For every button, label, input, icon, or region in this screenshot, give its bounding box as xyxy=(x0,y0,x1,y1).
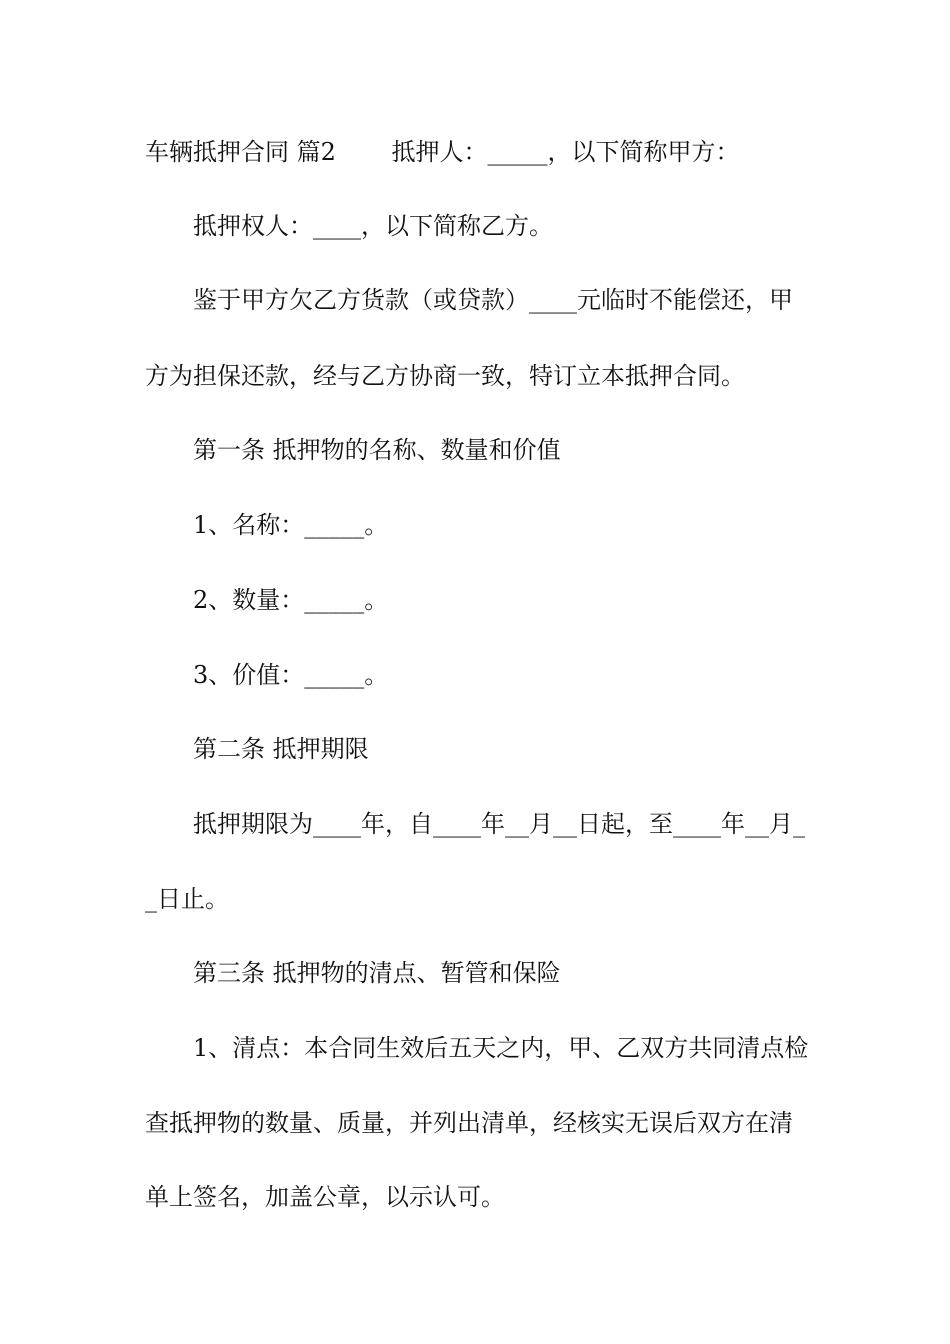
article-2-term-line-2: _日止。 xyxy=(145,885,229,913)
article-3-item-1-line-1: 1、清点：本合同生效后五天之内，甲、乙双方共同清点检 xyxy=(193,1034,809,1062)
article-2-heading: 第二条 抵押期限 xyxy=(193,735,369,763)
preamble-line-1: 鉴于甲方欠乙方货款（或贷款）____元临时不能偿还，甲 xyxy=(193,286,793,314)
mortgagee-line: 抵押权人：____，以下简称乙方。 xyxy=(193,212,553,240)
article-1-item-value: 3、价值：_____。 xyxy=(193,661,389,689)
article-1-heading: 第一条 抵押物的名称、数量和价值 xyxy=(193,436,561,464)
article-3-item-1-line-2: 查抵押物的数量、质量，并列出清单，经核实无误后双方在清 xyxy=(145,1109,793,1137)
preamble-line-2: 方为担保还款，经与乙方协商一致，特订立本抵押合同。 xyxy=(145,362,745,390)
article-3-item-1-line-3: 单上签名，加盖公章，以示认可。 xyxy=(145,1183,505,1211)
contract-title-line: 车辆抵押合同 篇2 抵押人：_____，以下简称甲方： xyxy=(145,138,740,166)
article-1-item-quantity: 2、数量：_____。 xyxy=(193,586,389,614)
article-2-term-line-1: 抵押期限为____年，自____年__月__日起，至____年__月_ xyxy=(193,810,805,838)
article-3-heading: 第三条 抵押物的清点、暂管和保险 xyxy=(193,959,561,987)
article-1-item-name: 1、名称：_____。 xyxy=(193,511,389,539)
